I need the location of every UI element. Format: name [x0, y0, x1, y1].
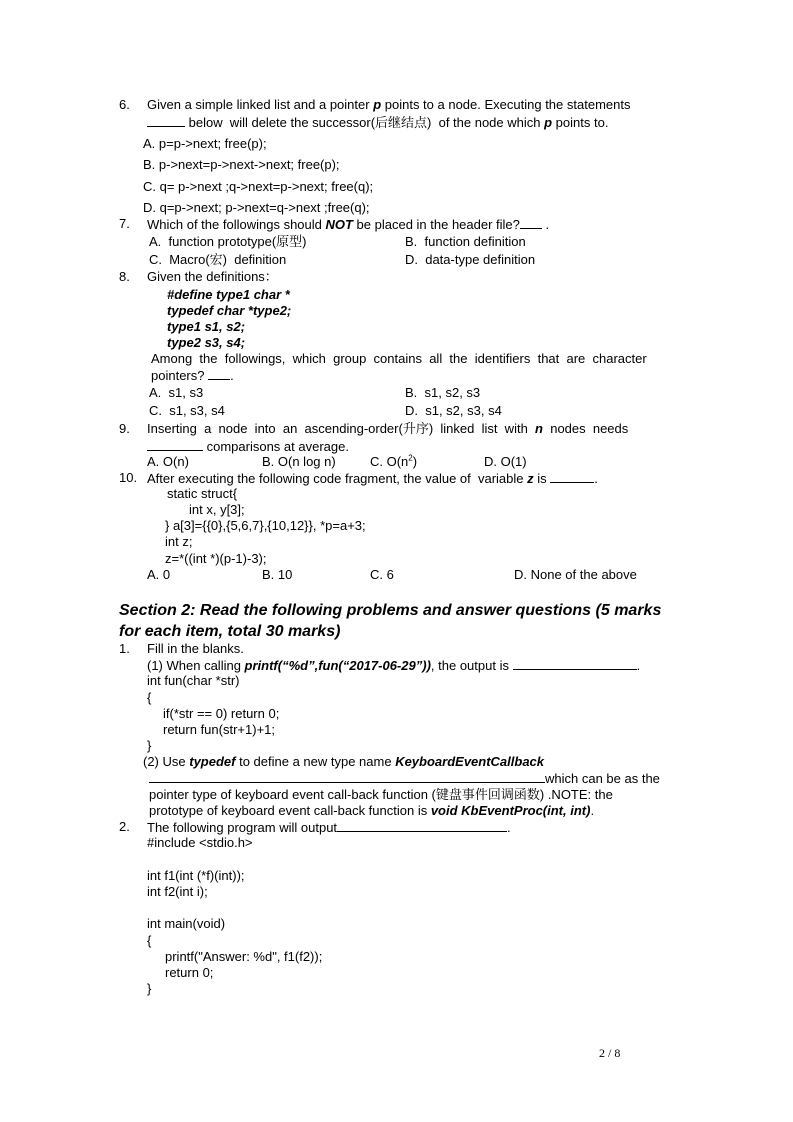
q8-text: Given the definitions：	[147, 269, 278, 284]
superscript: 2	[408, 453, 413, 463]
s2q1-text: Fill in the blanks.	[147, 641, 244, 656]
s2q1-code-line: {	[147, 690, 152, 705]
q10-option-a: A. 0	[147, 567, 171, 582]
answer-blank	[520, 216, 542, 229]
q9-option-a: A. O(n)	[147, 454, 189, 469]
text: prototype of keyboard event call-back function is	[149, 803, 431, 818]
s2q1-code-line: if(*str == 0) return 0;	[163, 706, 280, 721]
text: is	[533, 471, 551, 486]
inline-code: void KbEventProc(int, int)	[430, 803, 591, 818]
text: )	[412, 454, 418, 469]
q9-text-line2	[147, 438, 349, 455]
answer-blank	[513, 657, 637, 670]
answer-blank	[147, 438, 203, 451]
q8-option-b: B. s1, s2, s3	[405, 385, 481, 400]
text: which can be as the	[545, 771, 660, 786]
q8-option-d: D. s1, s2, s3, s4	[405, 403, 502, 418]
q10-number: 10.	[119, 470, 138, 485]
q7-option-b: B. function definition	[405, 234, 526, 249]
q9-text-line1	[147, 421, 628, 437]
var-p: p	[544, 115, 553, 130]
text: Given a simple linked list and a pointer	[147, 97, 374, 112]
q10-text	[147, 470, 598, 487]
q8-code-line: type2 s3, s4;	[167, 335, 246, 350]
s2q1-code-line: }	[147, 738, 152, 753]
text: pointers?	[151, 368, 209, 383]
s2q1-code-line: return fun(str+1)+1;	[163, 722, 275, 737]
text: points to.	[552, 115, 609, 130]
text: Which of the followings should	[147, 217, 326, 232]
text: points to a node. Executing the statements	[381, 97, 631, 112]
text: Inserting a node into an ascending-order(升序) linked list with	[147, 421, 536, 436]
s2q2-code-line: }	[147, 981, 152, 996]
s2q2-code-line: int main(void)	[147, 916, 226, 931]
q7-option-d: D. data-type definition	[405, 252, 536, 267]
q10-code-line: static struct{	[167, 486, 238, 501]
q6-number: 6.	[119, 97, 130, 112]
answer-blank	[149, 770, 545, 783]
text: .	[594, 471, 598, 486]
answer-blank	[147, 114, 185, 127]
q8-option-c: C. s1, s3, s4	[149, 403, 225, 418]
s2q2-number: 2.	[119, 819, 130, 834]
q7-text	[147, 216, 549, 233]
var-z: z	[527, 471, 534, 486]
text: comparisons at average.	[203, 439, 349, 454]
s2q1-part2-line4	[149, 803, 594, 819]
page-number: 2 / 8	[599, 1046, 621, 1060]
q10-code-line: z=*((int *)(p-1)-3);	[165, 551, 267, 566]
q9-option-b: B. O(n log n)	[262, 454, 336, 469]
s2q1-code-line: int fun(char *str)	[147, 673, 240, 688]
var-n: n	[535, 421, 543, 436]
s2q1-part1	[147, 657, 640, 674]
q9-option-c	[370, 454, 417, 470]
answer-blank	[550, 470, 594, 483]
q8-code-line: typedef char *type2;	[167, 303, 292, 318]
text: (1) When calling	[147, 658, 245, 673]
text: .	[590, 803, 595, 818]
answer-blank	[208, 367, 230, 380]
answer-blank	[337, 819, 507, 832]
q9-option-d: D. O(1)	[484, 454, 527, 469]
q7-option-a: A. function prototype(原型)	[149, 234, 307, 249]
q8-code-line: #define type1 char *	[167, 287, 290, 302]
q6-option-c: C. q= p->next ;q->next=p->next; free(q);	[143, 179, 374, 194]
text: to define a new type name	[235, 754, 396, 769]
text: below will delete the successor(后继结点) of the node which	[185, 115, 545, 130]
q7-number: 7.	[119, 216, 130, 231]
q6-option-d: D. q=p->next; p->next=q->next ;free(q);	[143, 200, 370, 215]
text: The following program will output	[147, 820, 338, 835]
q6-text-line1	[147, 97, 630, 113]
text: .	[541, 217, 550, 232]
q10-code-line: int z;	[165, 534, 193, 549]
q9-number: 9.	[119, 421, 130, 436]
s2q2-code-line: return 0;	[165, 965, 214, 980]
q8-number: 8.	[119, 269, 130, 284]
text: .	[507, 820, 511, 835]
q6-text-line2	[147, 114, 608, 131]
s2q2-code-line: #include <stdio.h>	[147, 835, 253, 850]
s2q1-part2-line3: pointer type of keyboard event call-back function (键盘事件回调函数) .NOTE: the	[149, 787, 613, 802]
section-2-heading-line2: for each item, total 30 marks)	[119, 623, 341, 640]
text: C. O(n	[370, 454, 409, 469]
text: After executing the following code fragment, the value of variable	[147, 471, 528, 486]
text: (2) Use	[143, 754, 190, 769]
q10-option-c: C. 6	[370, 567, 394, 582]
text: .	[636, 658, 641, 673]
emphasis-not: NOT	[325, 217, 353, 232]
q10-option-b: B. 10	[262, 567, 293, 582]
q7-option-c: C. Macro(宏) definition	[149, 252, 287, 267]
type-name: KeyboardEventCallback	[395, 754, 545, 769]
q10-code-line: int x, y[3];	[189, 502, 245, 517]
var-p: p	[373, 97, 382, 112]
q10-code-line: } a[3]={{0},{5,6,7},{10,12}}, *p=a+3;	[165, 518, 366, 533]
s2q1-part2-line2	[149, 770, 660, 787]
inline-code: printf(“%d”,fun(“2017-06-29”))	[244, 658, 431, 673]
q8-question-line2	[151, 367, 234, 384]
q8-question-line1: Among the followings, which group contains all the identifiers that are character	[151, 351, 647, 366]
keyword-typedef: typedef	[189, 754, 236, 769]
q8-code-line: type1 s1, s2;	[167, 319, 246, 334]
q8-option-a: A. s1, s3	[149, 385, 204, 400]
text: .	[230, 368, 234, 383]
section-2-heading-line1: Section 2: Read the following problems and answer questions (5 marks	[119, 602, 662, 619]
s2q2-code-line: printf("Answer: %d", f1(f2));	[165, 949, 323, 964]
s2q1-part2-line1	[143, 754, 544, 770]
q6-option-a: A. p=p->next; free(p);	[143, 136, 267, 151]
s2q1-number: 1.	[119, 641, 130, 656]
text: nodes needs	[542, 421, 629, 436]
text: be placed in the header file?	[352, 217, 520, 232]
text: , the output is	[430, 658, 513, 673]
s2q2-code-line: {	[147, 933, 152, 948]
s2q2-code-line: int f2(int i);	[147, 884, 208, 899]
q10-option-d: D. None of the above	[514, 567, 637, 582]
s2q2-text	[147, 819, 511, 836]
s2q2-code-line: int f1(int (*f)(int));	[147, 868, 245, 883]
q6-option-b: B. p->next=p->next->next; free(p);	[143, 157, 340, 172]
